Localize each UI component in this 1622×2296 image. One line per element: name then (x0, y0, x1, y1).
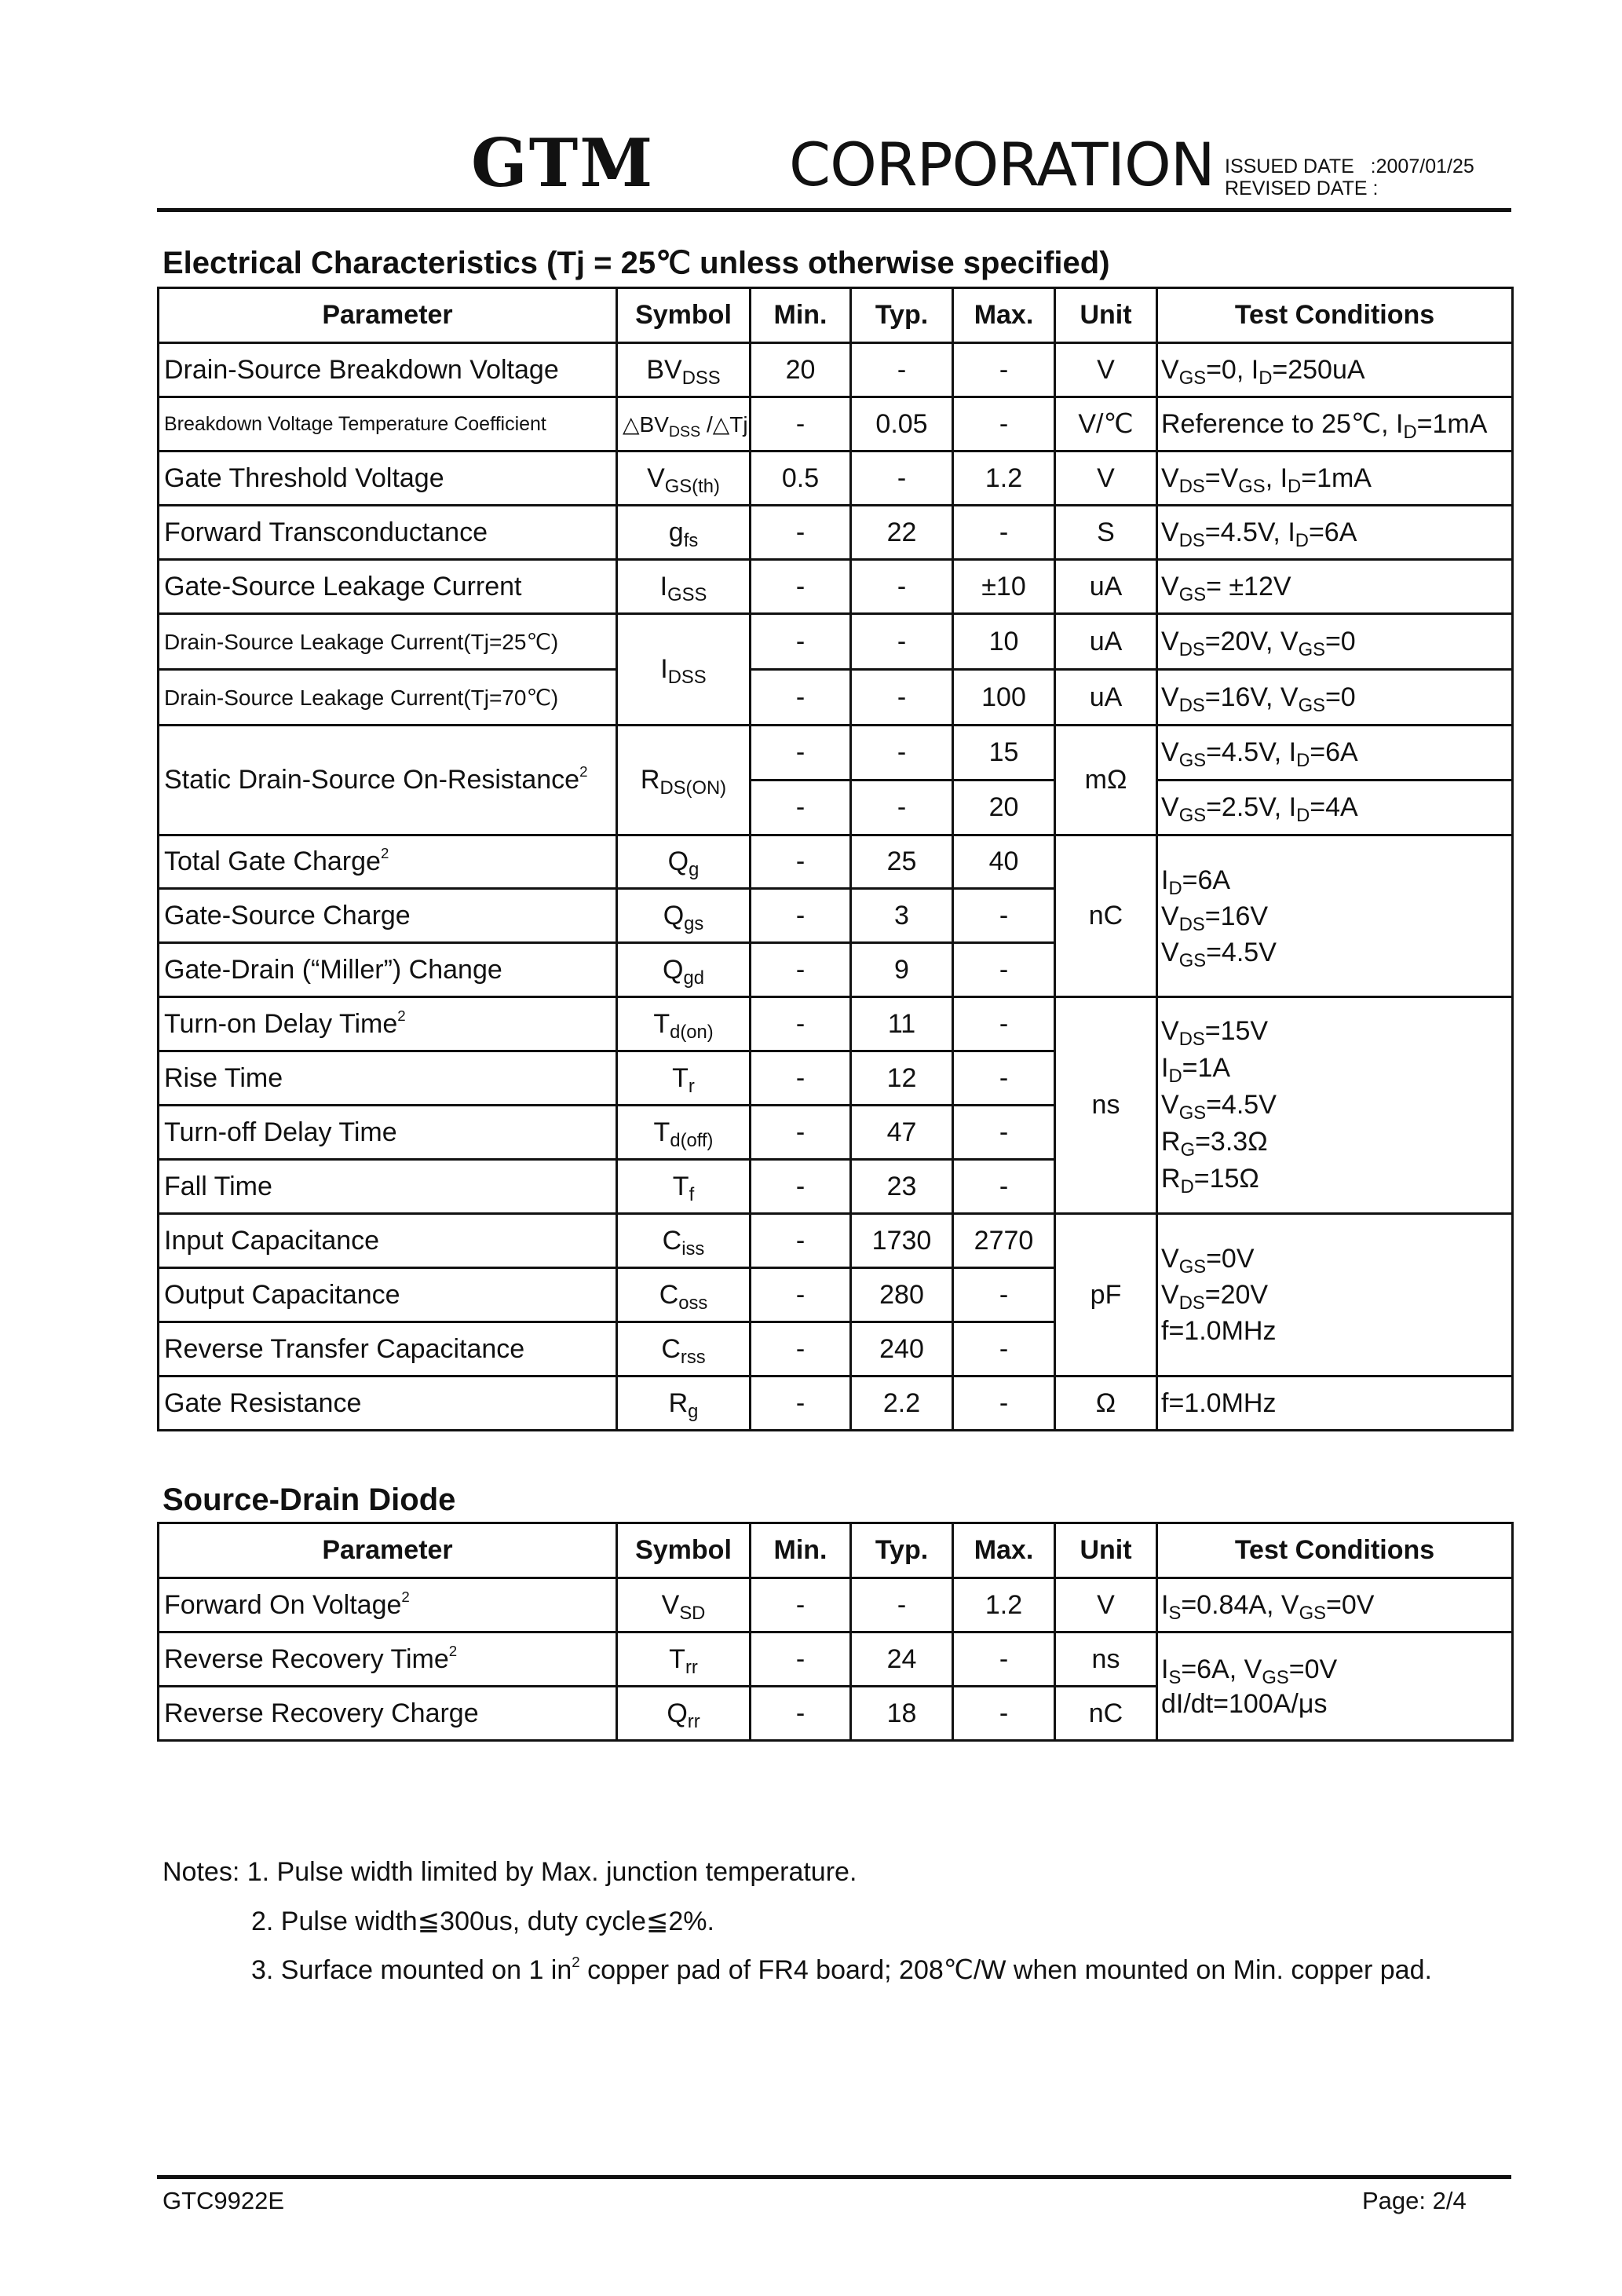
parameter-cell: Gate Resistance (159, 1377, 617, 1431)
typ-cell: - (851, 343, 953, 397)
min-cell: - (751, 560, 851, 614)
typ-cell: 23 (851, 1160, 953, 1214)
parameter-cell: Forward On Voltage$^2$ (159, 1578, 617, 1632)
typ-cell: 22 (851, 506, 953, 560)
header-cell: Typ. (851, 1523, 953, 1578)
header-cell: Parameter (159, 1523, 617, 1578)
min-cell: - (751, 1051, 851, 1106)
condition-cell: $I_D=6A$ $V_{DS}=16V$ $V_{GS}=4.5V$ (1157, 835, 1513, 997)
symbol-cell: $C_{rss}$ (617, 1322, 751, 1377)
header-cell: Min. (751, 1523, 851, 1578)
parameter-cell: Output Capacitance (159, 1268, 617, 1322)
note-2: 2. Pulse width≦300us, duty cycle≦2%. (251, 1907, 714, 1936)
min-cell: - (751, 1106, 851, 1160)
table-row (159, 1214, 1513, 1268)
typ-cell: 24 (851, 1632, 953, 1687)
electrical-characteristics-table (157, 287, 1514, 1431)
min-cell: - (751, 1578, 851, 1632)
typ-cell: - (851, 452, 953, 506)
header-cell: Typ. (851, 288, 953, 343)
parameter-cell: Drain-Source Breakdown Voltage (159, 343, 617, 397)
min-cell: - (751, 997, 851, 1051)
max-cell: 15 (953, 726, 1055, 781)
parameter-cell: Total Gate Charge$^2$ (159, 835, 617, 889)
typ-cell: 280 (851, 1268, 953, 1322)
condition-cell: $V_{DS}=16V$, $V_{GS}=0$ (1157, 670, 1513, 726)
parameter-cell: Breakdown Voltage Temperature Coefficient (159, 397, 617, 452)
typ-cell: 240 (851, 1322, 953, 1377)
unit-cell: S (1055, 506, 1157, 560)
max-cell: - (953, 889, 1055, 943)
unit-cell: uA (1055, 560, 1157, 614)
max-cell: - (953, 1051, 1055, 1106)
electrical-characteristics-title: Electrical Characteristics (Tj = 25℃ unless otherwise specified) (163, 246, 1110, 280)
parameter-cell: Fall Time (159, 1160, 617, 1214)
table-header-row (159, 1523, 1513, 1578)
part-number: GTC9922E (163, 2187, 285, 2214)
typ-cell: - (851, 1578, 953, 1632)
typ-cell: 3 (851, 889, 953, 943)
parameter-cell: Turn-on Delay Time$^2$ (159, 997, 617, 1051)
min-cell: - (751, 1632, 851, 1687)
parameter-cell: Turn-off Delay Time (159, 1106, 617, 1160)
condition-cell: $V_{DS}=4.5V$, $I_D=6A$ (1157, 506, 1513, 560)
max-cell: 40 (953, 835, 1055, 889)
symbol-cell: $R_{DS(ON)}$ (617, 726, 751, 835)
symbol-cell: $I_{GSS}$ (617, 560, 751, 614)
unit-cell: V (1055, 1578, 1157, 1632)
parameter-cell: Reverse Transfer Capacitance (159, 1322, 617, 1377)
parameter-cell: Input Capacitance (159, 1214, 617, 1268)
parameter-cell: Reverse Recovery Time$^2$ (159, 1632, 617, 1687)
unit-cell: uA (1055, 614, 1157, 670)
symbol-cell: $Q_{gd}$ (617, 943, 751, 997)
symbol-cell: $C_{oss}$ (617, 1268, 751, 1322)
table-row (159, 452, 1513, 506)
symbol-cell: $Q_g$ (617, 835, 751, 889)
table-row (159, 726, 1513, 781)
typ-cell: 11 (851, 997, 953, 1051)
table-row (159, 670, 1513, 726)
max-cell: 100 (953, 670, 1055, 726)
parameter-cell: Gate-Source Charge (159, 889, 617, 943)
parameter-cell: Forward Transconductance (159, 506, 617, 560)
table-header-row (159, 288, 1513, 343)
max-cell: 10 (953, 614, 1055, 670)
source-drain-diode-title: Source-Drain Diode (163, 1483, 456, 1517)
symbol-cell: $T_{d(off)}$ (617, 1106, 751, 1160)
header-cell: Test Conditions (1157, 288, 1513, 343)
condition-cell: $V_{DS}=20V$, $V_{GS}=0$ (1157, 614, 1513, 670)
source-drain-diode-table (157, 1522, 1514, 1742)
unit-cell: V (1055, 343, 1157, 397)
typ-cell: - (851, 560, 953, 614)
unit-cell: mΩ (1055, 726, 1157, 835)
min-cell: - (751, 397, 851, 452)
min-cell: - (751, 1214, 851, 1268)
typ-cell: 9 (851, 943, 953, 997)
symbol-cell: $T_f$ (617, 1160, 751, 1214)
table-row (159, 997, 1513, 1051)
condition-cell: $V_{GS}=2.5V$, $I_D=4A$ (1157, 781, 1513, 835)
parameter-cell: Rise Time (159, 1051, 617, 1106)
max-cell: - (953, 997, 1055, 1051)
symbol-cell: $R_g$ (617, 1377, 751, 1431)
table-row (159, 614, 1513, 670)
parameter-cell: Gate-Drain (“Miller”) Change (159, 943, 617, 997)
condition-cell: $V_{DS}=15V$ $I_D=1A$ $V_{GS}=4.5V$ $R_G=3.3\Omega$ $R_D=15\Omega$ (1157, 997, 1513, 1214)
typ-cell: - (851, 614, 953, 670)
symbol-cell: $Q_{rr}$ (617, 1687, 751, 1741)
max-cell: - (953, 1268, 1055, 1322)
min-cell: - (751, 1377, 851, 1431)
max-cell: - (953, 1106, 1055, 1160)
unit-cell: Ω (1055, 1377, 1157, 1431)
symbol-cell: $T_{d(on)}$ (617, 997, 751, 1051)
symbol-cell: $V_{SD}$ (617, 1578, 751, 1632)
min-cell: - (751, 835, 851, 889)
header-cell: Unit (1055, 288, 1157, 343)
parameter-cell: Drain-Source Leakage Current(Tj=25℃) (159, 614, 617, 670)
table-row (159, 560, 1513, 614)
unit-cell: ns (1055, 997, 1157, 1214)
table-row (159, 1632, 1513, 1687)
header-cell: Test Conditions (1157, 1523, 1513, 1578)
header-cell: Unit (1055, 1523, 1157, 1578)
page-number: Page: 2/4 (1362, 2187, 1467, 2214)
symbol-cell: $g_{fs}$ (617, 506, 751, 560)
typ-cell: 1730 (851, 1214, 953, 1268)
unit-cell: pF (1055, 1214, 1157, 1377)
symbol-cell: $C_{iss}$ (617, 1214, 751, 1268)
unit-cell: V/℃ (1055, 397, 1157, 452)
min-cell: - (751, 506, 851, 560)
typ-cell: 12 (851, 1051, 953, 1106)
min-cell: - (751, 943, 851, 997)
table-row (159, 343, 1513, 397)
revised-date: REVISED DATE : (1225, 177, 1379, 199)
max-cell: 1.2 (953, 452, 1055, 506)
header-divider (157, 208, 1511, 212)
header-cell: Min. (751, 288, 851, 343)
condition-cell: $V_{GS}= \pm 12V$ (1157, 560, 1513, 614)
table-row (159, 1578, 1513, 1632)
header-cell: Max. (953, 1523, 1055, 1578)
symbol-cell: $Q_{gs}$ (617, 889, 751, 943)
header-cell: Max. (953, 288, 1055, 343)
symbol-cell: $I_{DSS}$ (617, 614, 751, 726)
min-cell: - (751, 781, 851, 835)
min-cell: - (751, 889, 851, 943)
min-cell: 20 (751, 343, 851, 397)
min-cell: - (751, 1268, 851, 1322)
typ-cell: - (851, 781, 953, 835)
max-cell: - (953, 506, 1055, 560)
symbol-cell: $BV_{DSS}$ (617, 343, 751, 397)
symbol-cell: $\triangle BV_{DSS}$ /△Tj (617, 397, 751, 452)
symbol-cell: $T_{rr}$ (617, 1632, 751, 1687)
unit-cell: nC (1055, 835, 1157, 997)
max-cell: - (953, 1322, 1055, 1377)
symbol-cell: $V_{GS(th)}$ (617, 452, 751, 506)
condition-cell: $I_S=6A$, $V_{GS}=0V$ dI/dt=100A/μs (1157, 1632, 1513, 1741)
header-cell: Parameter (159, 288, 617, 343)
min-cell: - (751, 1322, 851, 1377)
max-cell: 2770 (953, 1214, 1055, 1268)
table-row (159, 506, 1513, 560)
parameter-cell: Drain-Source Leakage Current(Tj=70℃) (159, 670, 617, 726)
footer-divider (157, 2175, 1511, 2179)
parameter-cell: Gate Threshold Voltage (159, 452, 617, 506)
issue-dates (1225, 155, 1474, 199)
typ-cell: - (851, 726, 953, 781)
company-logo-text: GTM (471, 124, 655, 202)
note-3: 3. Surface mounted on 1 $in^2$ copper pad of FR4 board; 208℃/W when mounted on Min. copper pad. (251, 1954, 1432, 1985)
max-cell: - (953, 1377, 1055, 1431)
min-cell: - (751, 726, 851, 781)
min-cell: - (751, 670, 851, 726)
parameter-cell: Gate-Source Leakage Current (159, 560, 617, 614)
typ-cell: 2.2 (851, 1377, 953, 1431)
max-cell: ±10 (953, 560, 1055, 614)
min-cell: - (751, 1687, 851, 1741)
header-cell: Symbol (617, 288, 751, 343)
typ-cell: - (851, 670, 953, 726)
header-cell: Symbol (617, 1523, 751, 1578)
parameter-cell: Static Drain-Source On-Resistance$^2$ (159, 726, 617, 835)
typ-cell: 0.05 (851, 397, 953, 452)
condition-cell: $V_{GS}=4.5V$, $I_D=6A$ (1157, 726, 1513, 781)
max-cell: - (953, 397, 1055, 452)
max-cell: - (953, 1632, 1055, 1687)
max-cell: - (953, 1160, 1055, 1214)
table-row (159, 835, 1513, 889)
typ-cell: 18 (851, 1687, 953, 1741)
table-row (159, 397, 1513, 452)
company-name: CORPORATION (789, 130, 1215, 199)
parameter-cell: Reverse Recovery Charge (159, 1687, 617, 1741)
condition-cell: f=1.0MHz (1157, 1377, 1513, 1431)
unit-cell: uA (1055, 670, 1157, 726)
max-cell: 1.2 (953, 1578, 1055, 1632)
condition-cell: $V_{GS}=0$, $I_D=250uA$ (1157, 343, 1513, 397)
max-cell: - (953, 1687, 1055, 1741)
condition-cell: $V_{DS}=V_{GS}$, $I_D=1mA$ (1157, 452, 1513, 506)
note-1: Notes: 1. Pulse width limited by Max. junction temperature. (163, 1857, 857, 1887)
min-cell: - (751, 1160, 851, 1214)
issued-date: ISSUED DATE :2007/01/25 (1225, 155, 1474, 177)
unit-cell: V (1055, 452, 1157, 506)
max-cell: 20 (953, 781, 1055, 835)
unit-cell: ns (1055, 1632, 1157, 1687)
typ-cell: 25 (851, 835, 953, 889)
condition-cell: Reference to 25℃, $I_D=1mA$ (1157, 397, 1513, 452)
max-cell: - (953, 943, 1055, 997)
condition-cell: $I_S=0.84A$, $V_{GS}=0V$ (1157, 1578, 1513, 1632)
symbol-cell: $T_r$ (617, 1051, 751, 1106)
table-row (159, 1377, 1513, 1431)
min-cell: 0.5 (751, 452, 851, 506)
max-cell: - (953, 343, 1055, 397)
min-cell: - (751, 614, 851, 670)
condition-cell: $V_{GS}=0V$ $V_{DS}=20V$ f=1.0MHz (1157, 1214, 1513, 1377)
typ-cell: 47 (851, 1106, 953, 1160)
unit-cell: nC (1055, 1687, 1157, 1741)
